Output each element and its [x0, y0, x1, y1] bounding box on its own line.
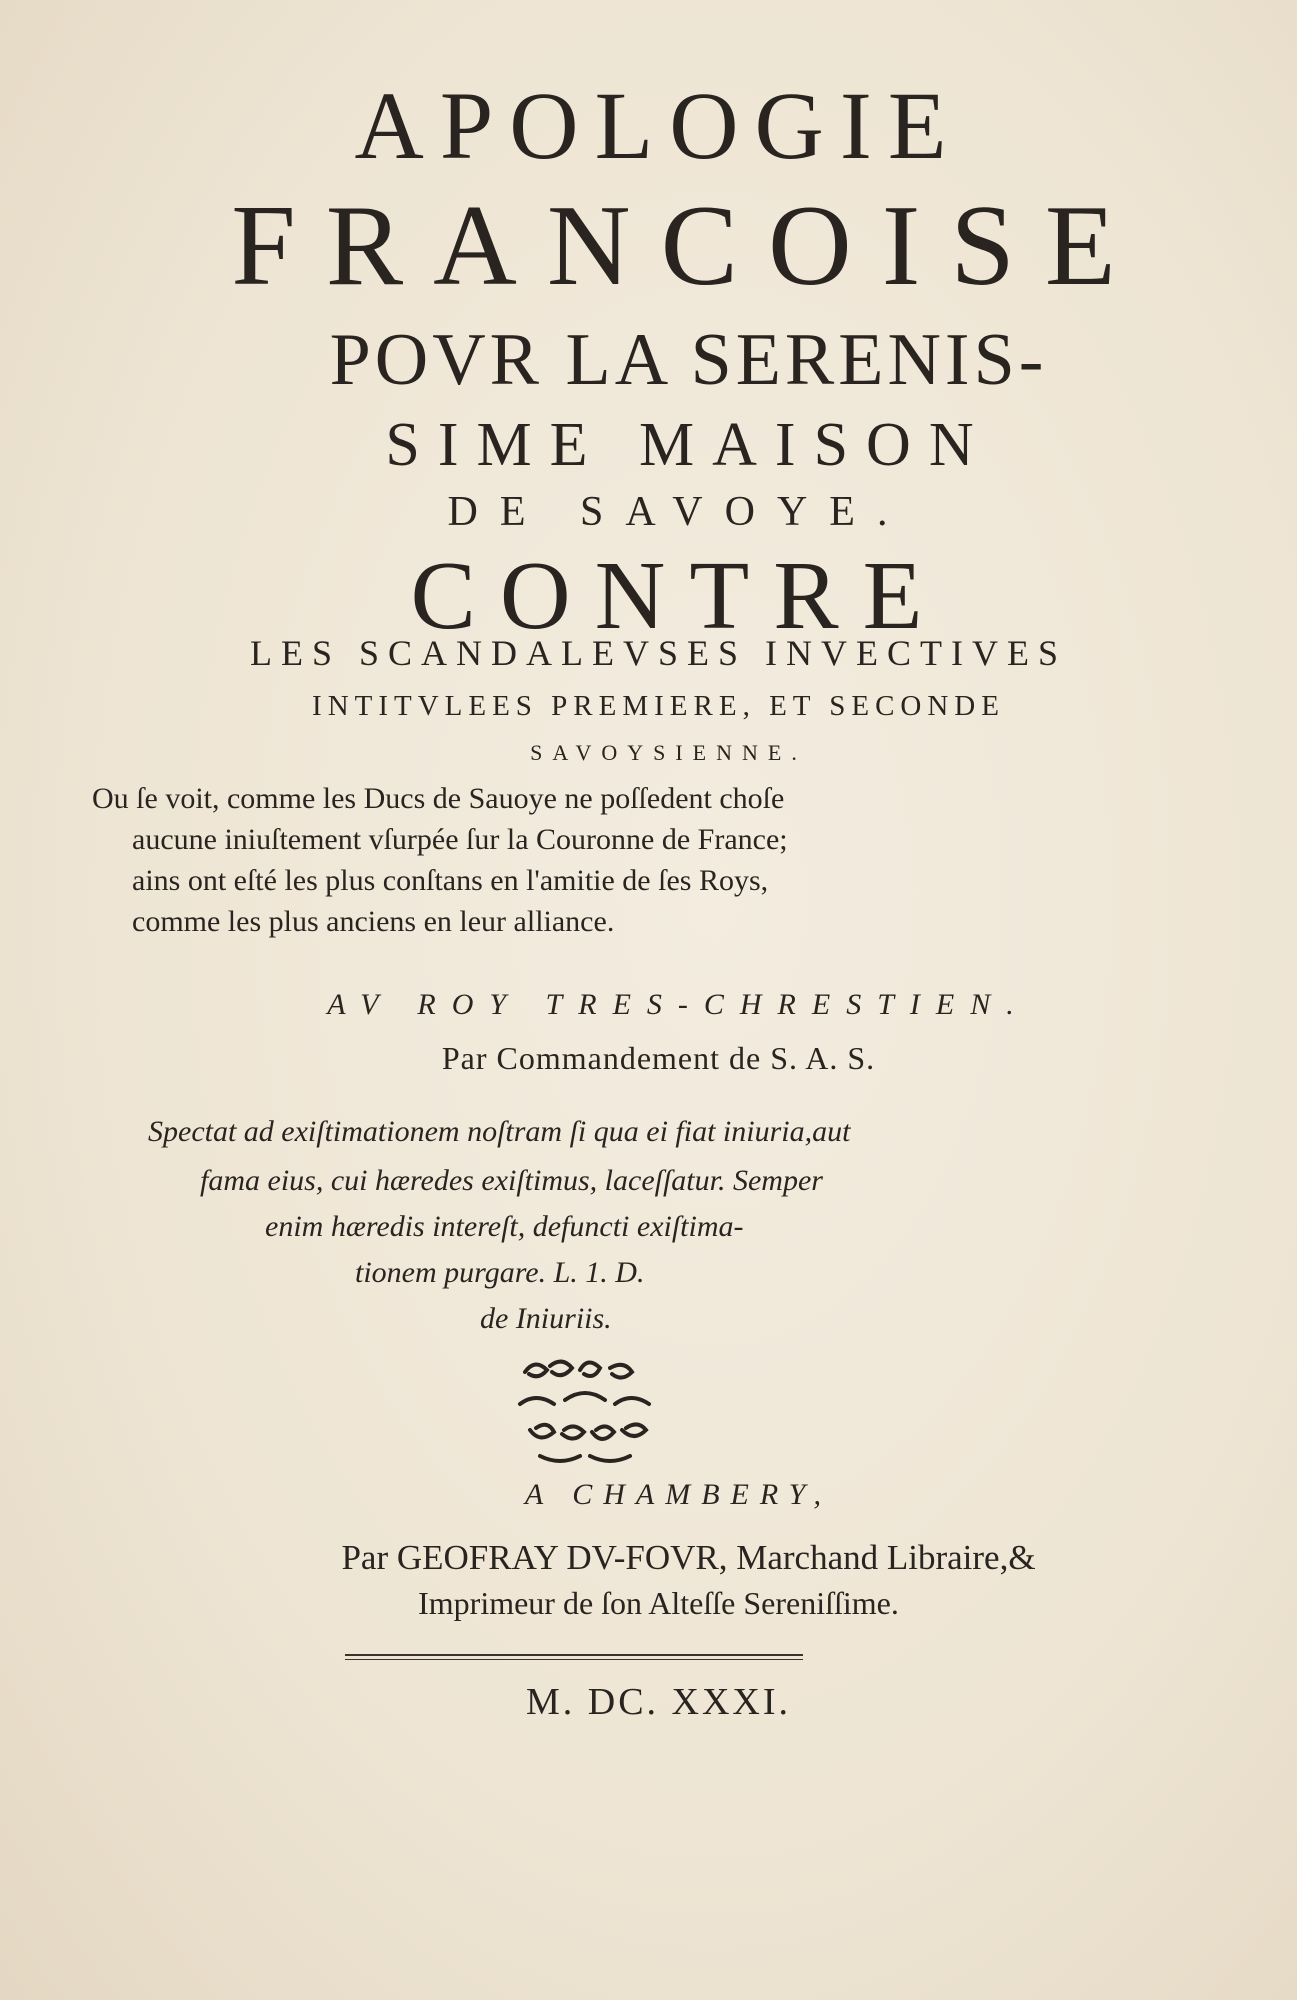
subtitle-line-2: INTITVLEES PREMIERE, ET SECONDE [312, 690, 1005, 722]
epigraph-line: enim hæredis intereſt, defuncti exiſtima- [265, 1210, 744, 1243]
contre-heading: CONTRE [410, 542, 947, 650]
epigraph-line: Spectat ad exiſtimationem noſtram ſi qua ei fiat iniuria,aut [148, 1115, 851, 1148]
printer-fleuron-icon [510, 1352, 660, 1472]
publication-date: M. DC. XXXI. [525, 1681, 792, 1723]
description-line: Ou ſe voit, comme les Ducs de Sauoye ne poſſedent choſe [92, 782, 785, 815]
description-line: aucune iniuſtement vſurpée ſur la Couronne de France; [132, 823, 788, 856]
divider-rule [345, 1654, 803, 1660]
title-line-5: DE SAVOYE. [447, 489, 910, 535]
dedication: AV ROY TRES-CHRESTIEN. [327, 988, 1030, 1021]
title-line-1: APOLOGIE [354, 72, 963, 179]
title-line-2: FRANCOISE [231, 182, 1146, 310]
subtitle-line-1: LES SCANDALEVSES INVECTIVES [249, 633, 1067, 673]
description-line: ains ont eſté les plus conſtans en l'amitie de ſes Roys, [132, 864, 769, 897]
command-line: Par Commandement de S. A. S. [441, 1040, 876, 1076]
epigraph-line: fama eius, cui hæredes exiſtimus, laceſſatur. Semper [200, 1164, 823, 1197]
title-line-4: SIME MAISON [385, 411, 992, 479]
printer-line-2: Imprimeur de ſon Alteſſe Sereniſſime. [418, 1585, 899, 1621]
epigraph-line: de Iniuriis. [480, 1302, 612, 1335]
description-paragraph [92, 778, 1092, 942]
place-of-publication: A CHAMBERY, [524, 1478, 833, 1511]
title-line-3: POVR LA SERENIS- [329, 319, 1048, 401]
description-line: comme les plus anciens en leur alliance. [132, 905, 615, 938]
subtitle-line-3: SAVOYSIENNE. [530, 740, 807, 765]
epigraph-line: tionem purgare. L. 1. D. [355, 1256, 645, 1289]
printer-line-1: Par GEOFRAY DV-FOVR, Marchand Libraire,& [341, 1538, 1036, 1577]
